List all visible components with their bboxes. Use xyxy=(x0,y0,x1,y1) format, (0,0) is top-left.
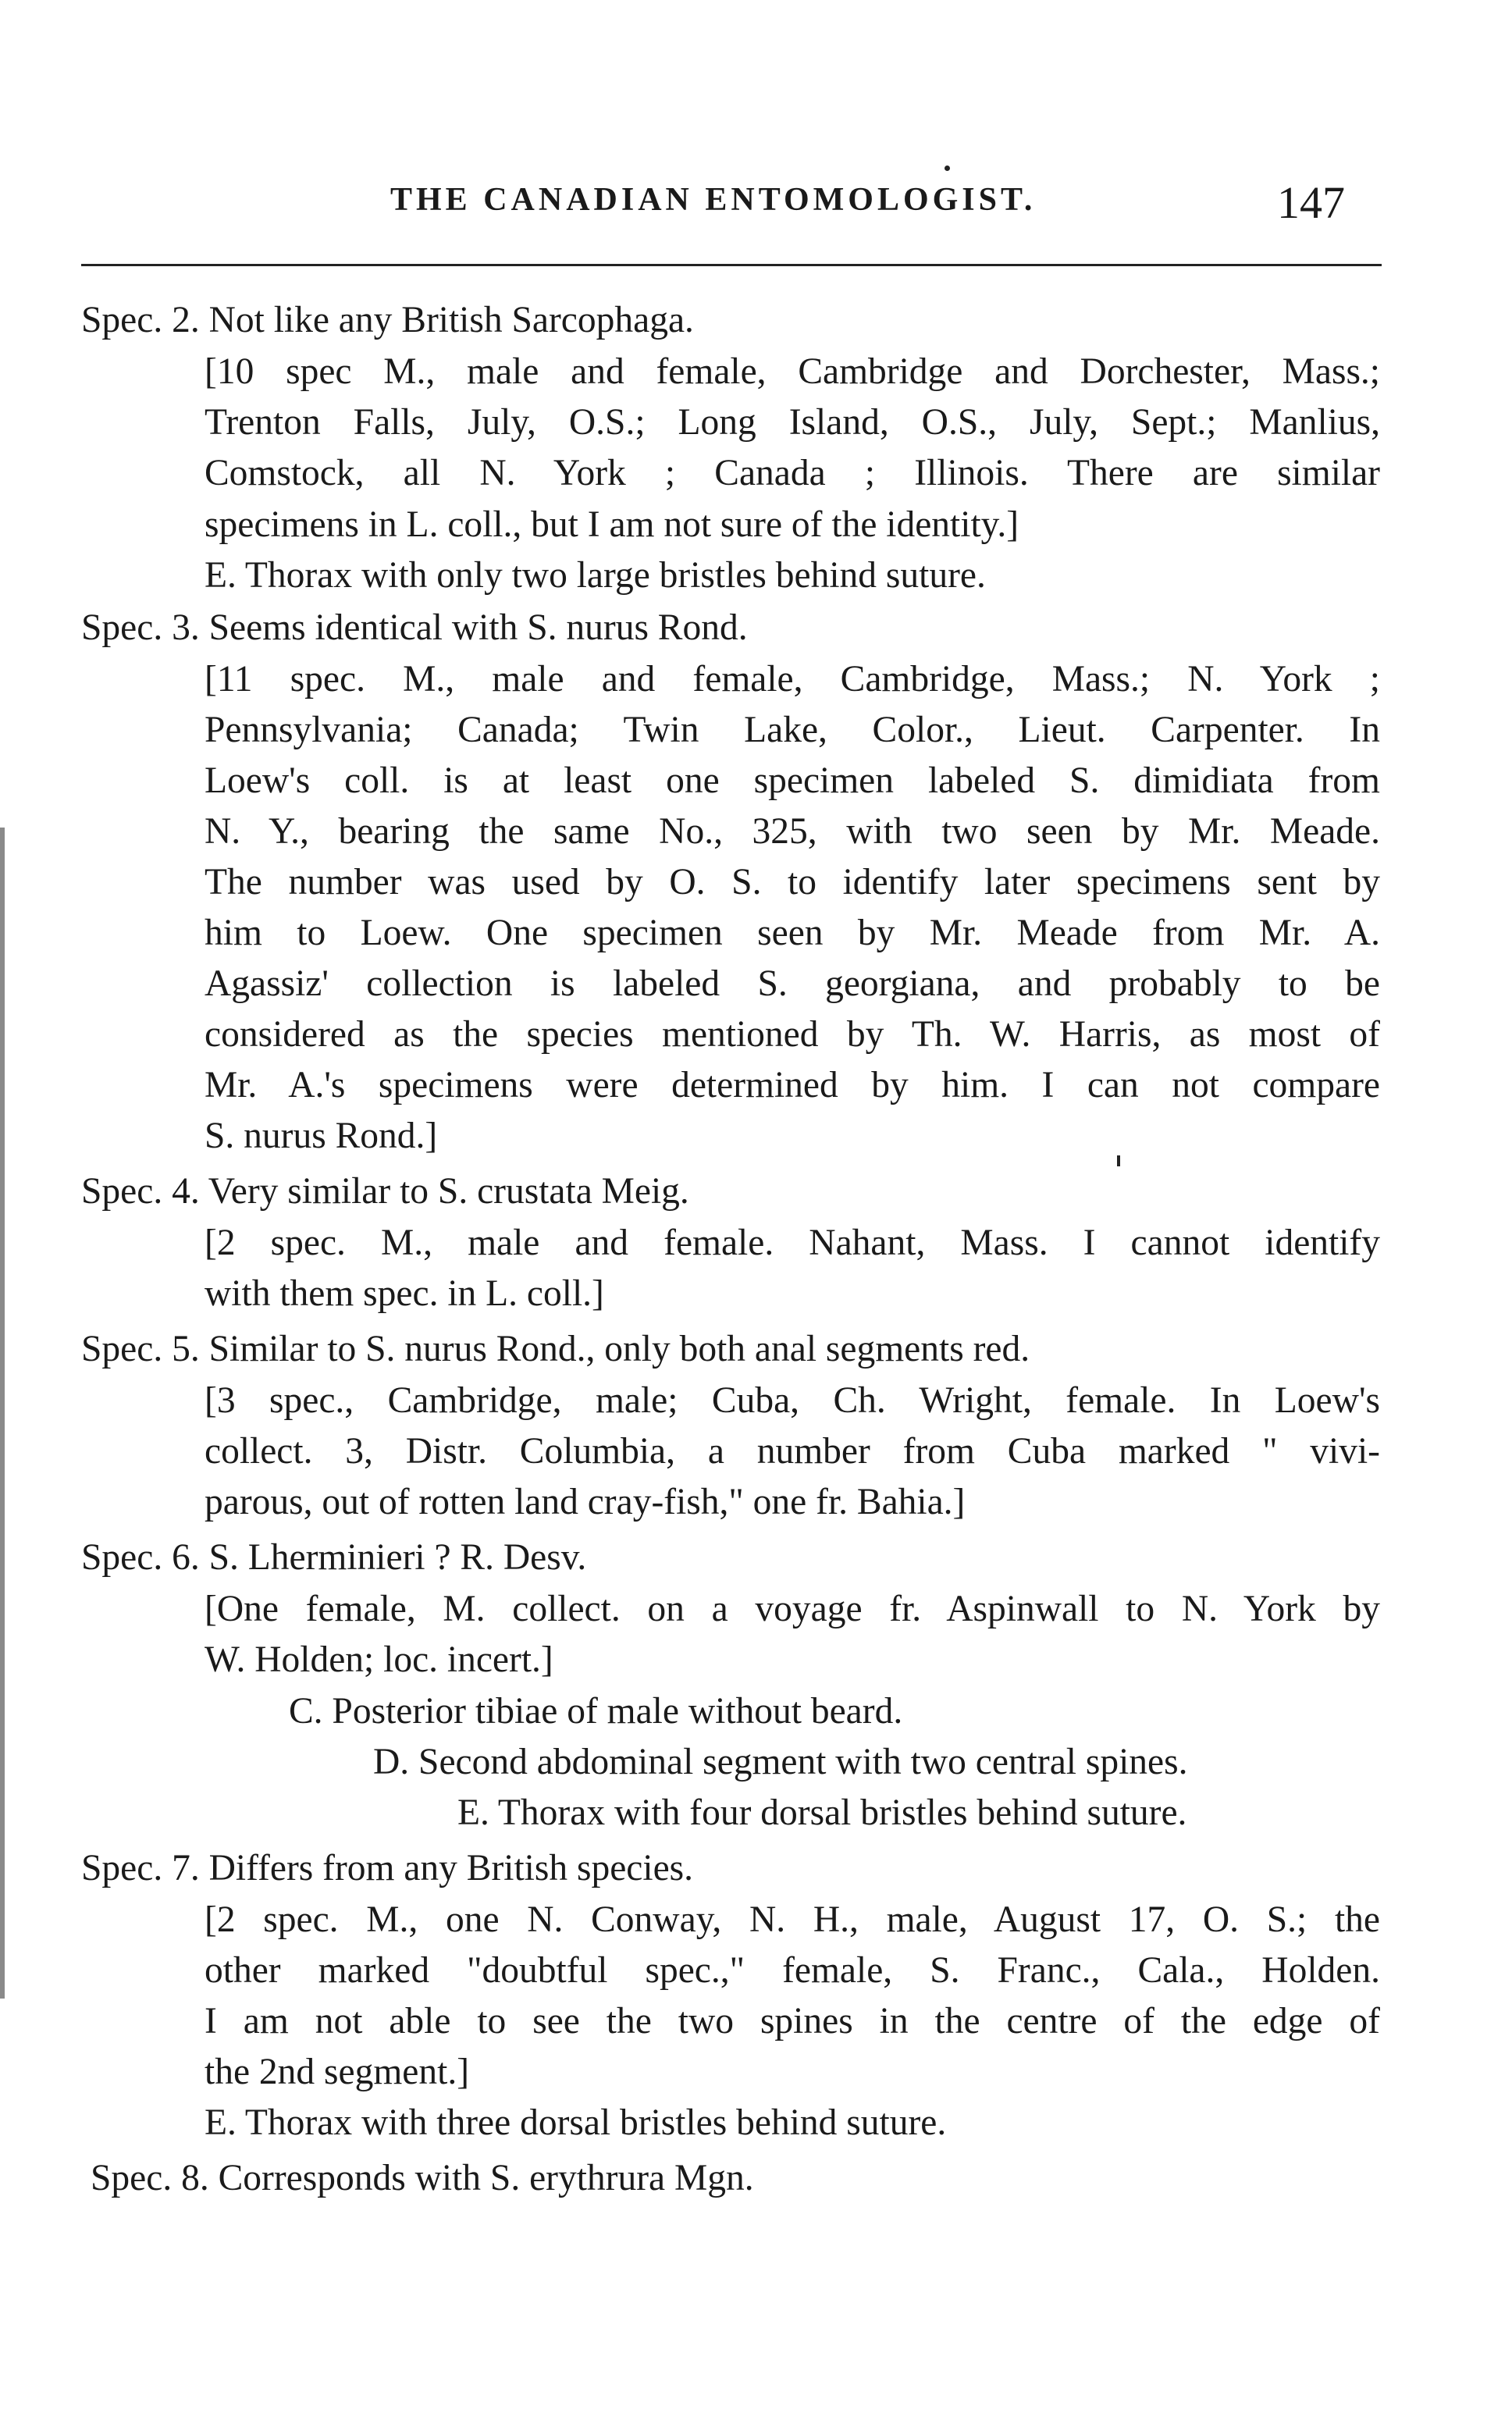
header-rule xyxy=(81,264,1382,266)
text-line: parous, out of rotten land cray-fish," one fr. Bahia.] xyxy=(205,1482,966,1522)
ink-speck xyxy=(945,166,950,171)
text-line: Agassiz' collection is labeled S. georgiana, and probably to be xyxy=(205,963,1380,1004)
text-line: N. Y., bearing the same No., 325, with two seen by Mr. Meade. xyxy=(205,811,1380,852)
text-line: [10 spec M., male and female, Cambridge and Dorchester, Mass.; xyxy=(205,351,1380,392)
text-line: [2 spec. M., one N. Conway, N. H., male, August 17, O. S.; the xyxy=(205,1899,1380,1940)
page-number: 147 xyxy=(1277,177,1345,228)
text-line: Trenton Falls, July, O.S.; Long Island, O.S., July, Sept.; Manlius, xyxy=(205,402,1380,443)
text-line: E. Thorax with three dorsal bristles behind suture. xyxy=(205,2102,947,2143)
text-line: collect. 3, Distr. Columbia, a number from Cuba marked " vivi- xyxy=(205,1431,1380,1472)
text-line: Spec. 8. Corresponds with S. erythrura Mgn. xyxy=(91,2158,754,2198)
text-line: Comstock, all N. York ; Canada ; Illinois. There are similar xyxy=(205,453,1380,493)
text-line: other marked "doubtful spec.," female, S. Franc., Cala., Holden. xyxy=(205,1950,1380,1991)
text-line: C. Posterior tibiae of male without beard. xyxy=(289,1691,903,1732)
running-title: THE CANADIAN ENTOMOLOGIST. xyxy=(390,182,1037,218)
text-line: D. Second abdominal segment with two central spines. xyxy=(373,1742,1188,1782)
text-line: The number was used by O. S. to identify later specimens sent by xyxy=(205,862,1380,902)
text-line: W. Holden; loc. incert.] xyxy=(205,1639,553,1680)
text-line: Spec. 3. Seems identical with S. nurus Rond. xyxy=(81,607,748,648)
text-line: Spec. 5. Similar to S. nurus Rond., only both anal segments red. xyxy=(81,1329,1030,1369)
text-line: Pennsylvania; Canada; Twin Lake, Color., Lieut. Carpenter. In xyxy=(205,710,1380,750)
text-line: Loew's coll. is at least one specimen labeled S. dimidiata from xyxy=(205,760,1380,801)
text-line: with them spec. in L. coll.] xyxy=(205,1273,604,1314)
text-line: Spec. 2. Not like any British Sarcophaga. xyxy=(81,300,694,340)
text-line: him to Loew. One specimen seen by Mr. Meade from Mr. A. xyxy=(205,913,1380,953)
text-line: Spec. 6. S. Lherminieri ? R. Desv. xyxy=(81,1537,587,1578)
text-line: E. Thorax with four dorsal bristles behind suture. xyxy=(457,1792,1187,1833)
text-line: Spec. 4. Very similar to S. crustata Meig. xyxy=(81,1171,689,1212)
text-line: [11 spec. M., male and female, Cambridge, Mass.; N. York ; xyxy=(205,659,1380,699)
ink-mark xyxy=(1117,1155,1120,1166)
page-header xyxy=(0,177,1512,244)
text-line: E. Thorax with only two large bristles behind suture. xyxy=(205,555,986,596)
text-line: considered as the species mentioned by Th. W. Harris, as most of xyxy=(205,1014,1380,1055)
text-line: S. nurus Rond.] xyxy=(205,1116,438,1156)
page-edge-shadow xyxy=(0,828,5,1999)
text-line: Mr. A.'s specimens were determined by him. I can not compare xyxy=(205,1065,1380,1105)
text-line: [3 spec., Cambridge, male; Cuba, Ch. Wright, female. In Loew's xyxy=(205,1380,1380,1421)
text-line: specimens in L. coll., but I am not sure of the identity.] xyxy=(205,504,1019,545)
text-line: the 2nd segment.] xyxy=(205,2052,470,2092)
text-line: [One female, M. collect. on a voyage fr. Aspinwall to N. York by xyxy=(205,1589,1380,1629)
text-line: [2 spec. M., male and female. Nahant, Mass. I cannot identify xyxy=(205,1223,1380,1263)
text-line: I am not able to see the two spines in the centre of the edge of xyxy=(205,2001,1380,2041)
text-line: Spec. 7. Differs from any British species. xyxy=(81,1848,694,1888)
